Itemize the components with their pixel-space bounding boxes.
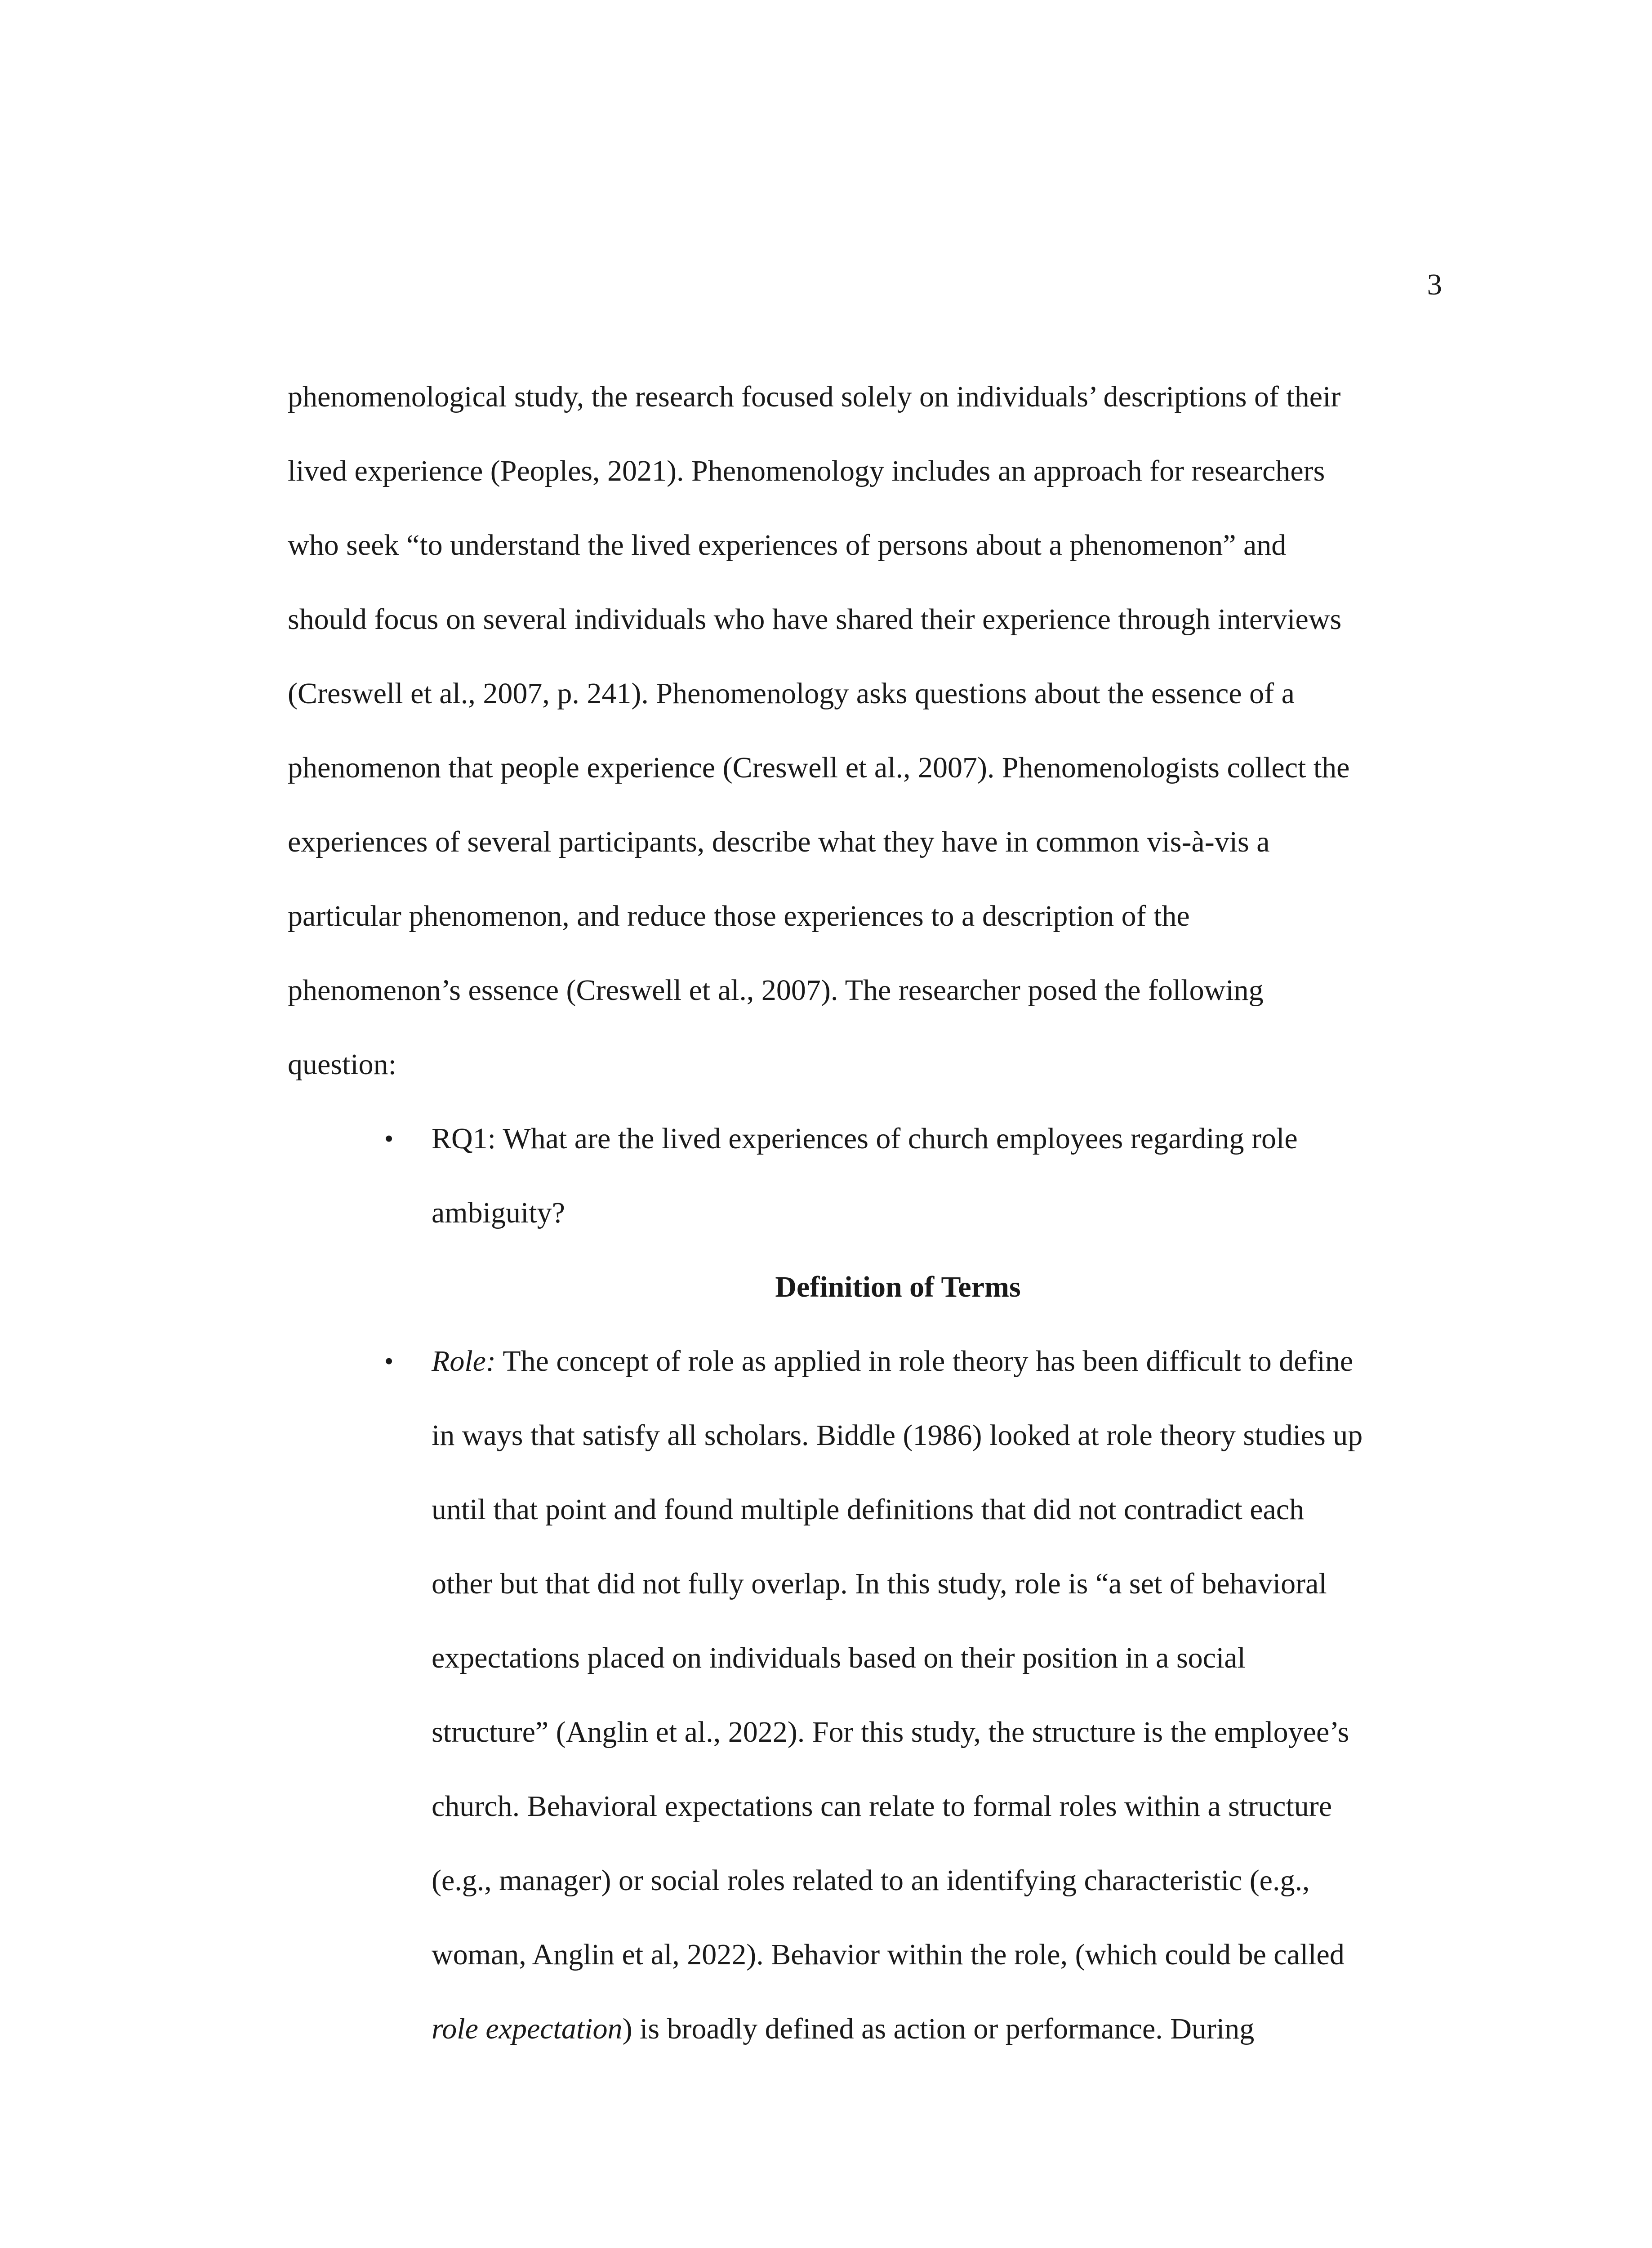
bullet-icon: • xyxy=(384,1347,394,1376)
paragraph-line: who seek “to understand the lived experiences of persons about a phenomenon” and xyxy=(288,529,1287,562)
paragraph-line: phenomenological study, the research focused solely on individuals’ descriptions of their xyxy=(288,380,1341,413)
definition-text: The concept of role as applied in role theory has been difficult to define xyxy=(495,1345,1354,1378)
bullet-icon: • xyxy=(384,1124,394,1153)
paragraph-line: experiences of several participants, describe what they have in common vis-à-vis a xyxy=(288,825,1270,858)
paragraph-line: should focus on several individuals who have shared their experience through interviews xyxy=(288,603,1342,636)
definition-line xyxy=(432,1324,1441,1398)
definition-line: (e.g., manager) or social roles related to an identifying characteristic (e.g., xyxy=(432,1864,1310,1897)
research-question-line: RQ1: What are the lived experiences of church employees regarding role xyxy=(432,1122,1298,1155)
paragraph-line: particular phenomenon, and reduce those experiences to a description of the xyxy=(288,900,1190,932)
definition-line: expectations placed on individuals based on their position in a social xyxy=(432,1641,1246,1674)
definition-term: Role: xyxy=(432,1345,496,1378)
definition-line xyxy=(432,1992,1441,2066)
italic-term: role expectation xyxy=(432,2012,623,2045)
paragraph-line: (Creswell et al., 2007, p. 241). Phenomenology asks questions about the essence of a xyxy=(288,677,1295,710)
definition-line: structure” (Anglin et al., 2022). For this study, the structure is the employee’s xyxy=(432,1716,1349,1748)
section-heading: Definition of Terms xyxy=(775,1271,1021,1303)
definition-line: other but that did not fully overlap. In this study, role is “a set of behavioral xyxy=(432,1567,1327,1600)
paragraph-line: lived experience (Peoples, 2021). Phenomenology includes an approach for researchers xyxy=(288,455,1325,487)
research-question-item xyxy=(288,1102,1441,1250)
definition-line: until that point and found multiple definitions that did not contradict each xyxy=(432,1493,1305,1526)
paragraph-line: phenomenon’s essence (Creswell et al., 2007). The researcher posed the following xyxy=(288,974,1264,1007)
definition-text: ) is broadly defined as action or performance. During xyxy=(622,2012,1255,2045)
definition-line: church. Behavioral expectations can relate to formal roles within a structure xyxy=(432,1790,1332,1823)
page-number: 3 xyxy=(1427,268,1442,301)
definition-item-role xyxy=(288,1324,1441,2066)
research-question-line: ambiguity? xyxy=(432,1196,565,1229)
definition-line: woman, Anglin et al, 2022). Behavior within the role, (which could be called xyxy=(432,1938,1345,1971)
document-body xyxy=(288,360,1441,2066)
paragraph-line: question: xyxy=(288,1048,396,1081)
paragraph-line: phenomenon that people experience (Creswell et al., 2007). Phenomenologists collect the xyxy=(288,751,1350,784)
definition-line: in ways that satisfy all scholars. Biddle (1986) looked at role theory studies up xyxy=(432,1419,1363,1452)
